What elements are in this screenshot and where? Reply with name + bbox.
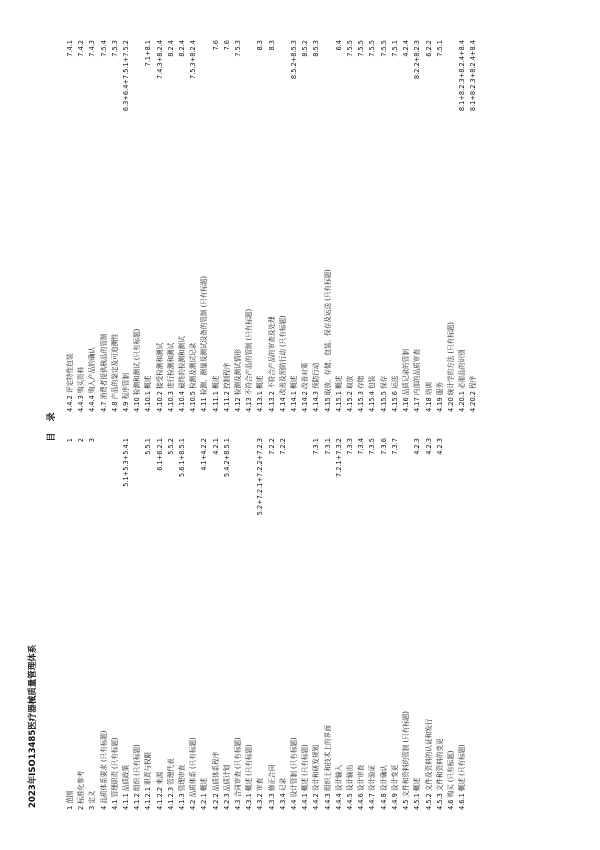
- toc-entry: [311, 40, 322, 412]
- toc-entry: [367, 40, 378, 412]
- toc-entry: [289, 438, 300, 810]
- toc-entry: [446, 438, 457, 810]
- toc-entry: [188, 40, 199, 412]
- toc-entry-label: 4.1.3 管理审查: [178, 764, 187, 810]
- toc-entry-reference: 4.2.3: [413, 438, 422, 455]
- toc-entry-label: 4.8 产品的鉴定及可追溯性: [110, 333, 119, 412]
- toc-entry-label: 2 标准化参考: [77, 770, 86, 810]
- toc-entry-reference: 8.1+8.2.3+8.2.4+8.4: [458, 40, 467, 112]
- toc-entry: [222, 40, 233, 412]
- toc-entry-reference: 5.2+7.2.1+7.2.2+7.2.3: [256, 438, 265, 516]
- toc-entry-label: 4.15 取放、存储、包装、保存及运送 (只有标题): [323, 269, 332, 412]
- toc-entry: [110, 40, 121, 412]
- toc-entry: [300, 40, 311, 412]
- toc-entry-label: 4.3.4 记录: [278, 777, 287, 810]
- toc-entry: [345, 438, 356, 810]
- toc-entry-reference: 5.5.1: [144, 438, 153, 455]
- toc-entry: [177, 438, 188, 810]
- toc-entry-reference: 7.3.4: [357, 438, 366, 455]
- toc-entry: [222, 438, 233, 810]
- toc-entry: [233, 438, 244, 810]
- toc-entry: [412, 438, 423, 810]
- toc-entry-reference: 7.3.7: [390, 438, 399, 455]
- toc-entry: [401, 438, 412, 810]
- toc-entry-reference: 7.4.3: [88, 40, 97, 57]
- toc-entry: [289, 40, 300, 412]
- toc-entry-label: 4.4.2 评定特性包装: [66, 353, 74, 412]
- document-title: 2023年ISO13485医疗器械质量管理体系: [28, 644, 38, 808]
- toc-entry-reference: 7.5.3: [234, 40, 243, 57]
- toc-entry-reference: 8.2.2+8.2.3: [413, 40, 422, 80]
- toc-entry-reference: 2: [77, 438, 86, 443]
- toc-entry-label: 4.4.3 购买资料: [77, 366, 86, 412]
- toc-column-right: [65, 40, 480, 412]
- toc-entry-reference: 8.2.4: [166, 40, 175, 57]
- toc-entry-label: 4.14.1 概述: [290, 375, 299, 412]
- toc-entry-label: 4.15.6 运送: [390, 375, 399, 412]
- toc-entry-reference: 8.5.2: [301, 40, 310, 57]
- toc-entry-label: 4.10.1 概述: [144, 375, 153, 412]
- toc-entry: [334, 40, 345, 412]
- toc-entry-reference: 8.5.3: [312, 40, 321, 57]
- toc-entry-label: 4.20.2 程序: [469, 375, 478, 412]
- toc-entry: [166, 40, 177, 412]
- toc-entry: [412, 40, 423, 412]
- toc-entry-reference: 1: [66, 438, 74, 443]
- toc-entry-label: 4.15.1 概述: [334, 375, 343, 412]
- toc-entry-label: 4.10 检测和测试 (只有标题): [133, 328, 142, 412]
- toc-entry: [99, 40, 110, 412]
- toc-entry: [401, 40, 412, 412]
- toc-entry: [424, 438, 435, 810]
- toc-entry: [278, 40, 289, 412]
- toc-entry: [356, 438, 367, 810]
- toc-entry-label: 4.14 改善及预防行动 (只有标题): [278, 315, 287, 412]
- toc-entry-label: 4.10.4 最终的检测和测试: [178, 336, 187, 412]
- toc-entry-label: 4.15.4 包装: [368, 375, 377, 412]
- toc-entry-label: 4.2 品质体系 (只有标题): [189, 737, 198, 810]
- toc-entry-reference: 8.2.4: [178, 40, 187, 57]
- toc-entry-reference: 8.3: [256, 40, 265, 51]
- toc-entry-label: 4.1.2.3 管理代表: [166, 758, 175, 810]
- toc-entry: [87, 438, 98, 810]
- toc-entry-label: 4.4.3 组织上和技术上的界面: [323, 725, 332, 810]
- toc-entry: [155, 438, 166, 810]
- toc-entry-label: 4.3.1 概述 (只有标题): [245, 744, 254, 810]
- toc-entry-label: 3 定义: [88, 790, 97, 810]
- toc-entry-label: 4.3.2 审查: [256, 777, 265, 810]
- toc-entry: [211, 438, 222, 810]
- toc-entry-label: 4.14.3 预防行动: [312, 362, 321, 412]
- toc-entry-label: 4.1 管理职责 (只有标题): [110, 737, 119, 810]
- toc-entry: [267, 438, 278, 810]
- toc-entry-label: 4.15.5 保存: [379, 375, 388, 412]
- toc-entry-reference: 7.5.3: [110, 40, 119, 57]
- toc-entry-reference: 4.2.3: [435, 438, 444, 455]
- toc-entry-label: 4.4.6 设计审查: [357, 764, 366, 810]
- toc-entry-label: 4.6.1 概述 (只有标题): [458, 744, 467, 810]
- toc-entry-label: 4.1.1 品质政策: [122, 764, 131, 810]
- toc-entry-reference: 7.5.4: [99, 40, 108, 57]
- toc-entry-label: 4.4.1 概述 (只有标题): [301, 744, 310, 810]
- toc-entry-reference: 7.3.3: [346, 438, 355, 455]
- toc-entry-label: 4.17 内部的品质审查: [413, 349, 422, 412]
- toc-entry-reference: 7.3.1: [312, 438, 321, 455]
- toc-entry: [244, 40, 255, 412]
- toc-entry-label: 4.14.2 改善对策: [301, 362, 310, 412]
- toc-entry-label: 4.18 培训: [424, 382, 433, 412]
- toc-entry-label: 4.15.3 存储: [357, 375, 366, 412]
- toc-entry-reference: 7.5.5: [368, 40, 377, 57]
- toc-entry: [76, 40, 87, 412]
- toc-entry: [110, 438, 121, 810]
- toc-entry-label: 4.4 设计管制 (只有标题): [290, 737, 299, 810]
- toc-entry-label: 4.10.5 检测及测试记录: [189, 342, 198, 412]
- toc-entry: [244, 438, 255, 810]
- toc-entry-label: 4.4.4 购入产品的确认: [88, 346, 97, 412]
- toc-entry-label: 4.20.1 必需品的识别: [458, 349, 467, 412]
- toc-entry: [76, 438, 87, 810]
- toc-entry: [255, 438, 266, 810]
- toc-entry: [65, 40, 76, 412]
- toc-entry: [345, 40, 356, 412]
- toc-entry-label: 4.4.4 设计输入: [334, 764, 343, 810]
- toc-entry: [323, 438, 334, 810]
- toc-entry: [233, 40, 244, 412]
- toc-entry: [255, 40, 266, 412]
- toc-entry-reference: 8.3: [267, 40, 276, 51]
- toc-entry: [379, 438, 390, 810]
- toc-entry-reference: 6.4: [334, 40, 343, 51]
- toc-entry: [424, 40, 435, 412]
- toc-entry-reference: 7.2.2: [267, 438, 276, 455]
- toc-entry-reference: 4.2.1: [211, 438, 220, 455]
- toc-entry-reference: 6.1+6.2.1: [155, 438, 164, 471]
- toc-entry-label: 4.4.8 设计确认: [379, 764, 388, 810]
- toc-entry-label: 4.20 统计学的方法 (只有标题): [446, 322, 455, 412]
- toc-entry: [334, 438, 345, 810]
- toc-entry-label: 4.5 文件和资料的管制 (只有标题): [402, 711, 411, 810]
- toc-entry: [87, 40, 98, 412]
- toc-entry: [267, 40, 278, 412]
- toc-entry-label: 4.11.2 控制程序: [222, 362, 231, 412]
- toc-entry: [132, 40, 143, 412]
- toc-entry-label: 4.3.3 修正合同: [267, 764, 276, 810]
- toc-entry-label: 4.16 品质记录的管制: [402, 349, 411, 412]
- toc-entry-label: 4.12 检测及测试情形: [234, 349, 243, 412]
- toc-entry: [457, 438, 468, 810]
- toc-entry-reference: 7.3.6: [379, 438, 388, 455]
- toc-entry: [390, 40, 401, 412]
- toc-entry-reference: 7.4.1: [66, 40, 74, 57]
- toc-entry-reference: 5.6.1+8.5.1: [178, 438, 187, 478]
- toc-entry-reference: 7.4.2: [77, 40, 86, 57]
- toc-entry-reference: 7.2.2: [278, 438, 287, 455]
- toc-entry: [199, 40, 210, 412]
- toc-entry-label: 4.4.5 设计输出: [346, 764, 355, 810]
- toc-entry: [155, 40, 166, 412]
- toc-entry-reference: 4.2.3: [424, 438, 433, 455]
- toc-entry: [211, 40, 222, 412]
- toc-entry-label: 4.9 程序管制: [122, 373, 131, 412]
- toc-entry-reference: 4.2.4: [402, 40, 411, 57]
- toc-entry-reference: 6.2.2: [424, 40, 433, 57]
- toc-entry: [143, 438, 154, 810]
- toc-entry-label: 4.1.2.2 来源: [155, 771, 164, 810]
- toc-entry: [323, 40, 334, 412]
- toc-entry-label: 4.4.7 设计验证: [368, 764, 377, 810]
- toc-entry-reference: 7.5.3+8.2.4: [189, 40, 198, 80]
- toc-entry-reference: 7.3.5: [368, 438, 377, 455]
- toc-entry-label: 4.13.1 概述: [256, 375, 265, 412]
- toc-entry: [435, 40, 446, 412]
- toc-entry: [390, 438, 401, 810]
- toc-entry-label: 4.11 检测、测量及测试设备的管制 (只有标题): [200, 275, 209, 412]
- toc-entry: [166, 438, 177, 810]
- toc-entry: [188, 438, 199, 810]
- table-of-contents-heading: 目 录: [47, 408, 57, 442]
- toc-entry-label: 4.11.1 概述: [211, 375, 220, 412]
- toc-entry-reference: 8.5.2+8.5.3: [290, 40, 299, 80]
- toc-entry-label: 4 品质体系要求 (只有标题): [99, 730, 108, 810]
- toc-entry-reference: 6.3+6.4+7.5.1+7.5.2: [122, 40, 131, 112]
- toc-entry: [99, 438, 110, 810]
- toc-entry-reference: 4.1+4.2.2: [200, 438, 209, 471]
- toc-entry: [457, 40, 468, 412]
- toc-entry-label: 4.2.3 品质计划: [222, 764, 231, 810]
- toc-entry-reference: 7.2.1+7.3.2: [334, 438, 343, 478]
- toc-entry-label: 4.5.1 概述: [413, 777, 422, 810]
- toc-entry-label: 4.1.2 组织 (只有标题): [133, 744, 142, 810]
- toc-entry-reference: 7.5.1: [390, 40, 399, 57]
- toc-entry: [199, 438, 210, 810]
- toc-entry-label: 4.4.9 设计变更: [390, 764, 399, 810]
- toc-entry-label: 4.2.1 概述: [200, 777, 209, 810]
- toc-entry-reference: 7.1+8.1: [144, 40, 153, 67]
- toc-entry-reference: 7.4.3+8.2.4: [155, 40, 164, 80]
- toc-entry: [65, 438, 76, 810]
- toc-entry: [143, 40, 154, 412]
- toc-entry-reference: 7.5.5: [357, 40, 366, 57]
- toc-entry: [311, 438, 322, 810]
- toc-entry-label: 4.6 购买 (只有标题): [446, 750, 455, 810]
- toc-entry: [132, 438, 143, 810]
- toc-entry: [300, 438, 311, 810]
- toc-entry-reference: 8.1+8.2.3+8.2.4+8.4: [469, 40, 478, 112]
- toc-entry: [121, 438, 132, 810]
- toc-entry: [121, 40, 132, 412]
- toc-entry-reference: 5.1+5.3+5.4.1: [122, 438, 131, 487]
- toc-entry-reference: 7.5.5: [379, 40, 388, 57]
- toc-entry-reference: 7.3.1: [323, 438, 332, 455]
- toc-entry-label: 4.2.2 品质体系程序: [211, 751, 220, 810]
- toc-entry-label: 4.10.3 进行检测和测试: [166, 342, 175, 412]
- toc-entry-reference: 7.5.1: [435, 40, 444, 57]
- toc-entry: [379, 40, 390, 412]
- toc-entry-reference: 7.5.5: [346, 40, 355, 57]
- toc-entry-reference: 7.6: [211, 40, 220, 51]
- toc-entry: [177, 40, 188, 412]
- toc-entry-reference: 7.6: [222, 40, 231, 51]
- toc-entry-label: 4.13.2 不符合产品的审查及处理: [267, 316, 276, 412]
- toc-column-left: [65, 438, 468, 810]
- toc-entry-label: 4.10.2 接受检测和测试: [155, 342, 164, 412]
- toc-entry: [278, 438, 289, 810]
- toc-entry-label: 4.5.2 文件及资料的认证和发行: [424, 718, 433, 810]
- toc-entry-label: 4.3 合同审查 (只有标题): [234, 737, 243, 810]
- toc-entry-label: 4.1.2.1 职责与权限: [144, 751, 153, 810]
- toc-entry-label: 4.19 服务: [435, 382, 444, 412]
- toc-entry-label: 4.4.2 设计和研发规划: [312, 744, 321, 810]
- toc-entry-label: 4.15.2 取放: [346, 375, 355, 412]
- toc-entry: [435, 438, 446, 810]
- toc-entry-reference: 3: [88, 438, 97, 443]
- toc-entry: [446, 40, 457, 412]
- toc-entry-reference: 5.4.2+8.5.1: [222, 438, 231, 478]
- toc-entry-label: 4.7 消费者提供核品的管制: [99, 333, 108, 412]
- toc-columns: [65, 40, 480, 810]
- toc-entry-label: 4.13 不符合产品的管制 (只有标题): [245, 308, 254, 412]
- toc-entry-reference: 5.5.2: [166, 438, 175, 455]
- toc-entry-label: 1 范围: [66, 790, 74, 810]
- toc-entry-label: 4.5.3 文件和资料的变更: [435, 738, 444, 810]
- toc-entry: [356, 40, 367, 412]
- toc-entry: [468, 40, 479, 412]
- toc-entry: [367, 438, 378, 810]
